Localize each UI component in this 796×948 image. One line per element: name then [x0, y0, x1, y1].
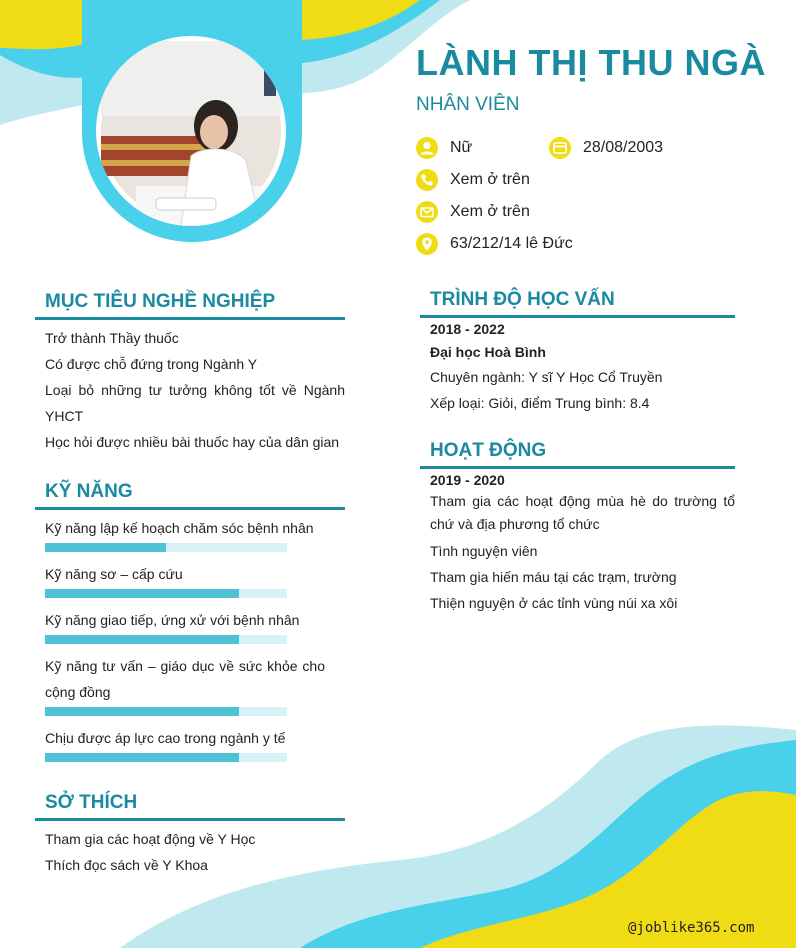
email-value: Xem ở trên: [450, 203, 530, 220]
skill-item: [45, 725, 327, 762]
skill-bar-fill: [45, 635, 239, 644]
skill-bar-fill: [45, 589, 239, 598]
skill-bar-track: [45, 635, 287, 644]
skill-bar-track: [45, 753, 287, 762]
skills-divider: [35, 507, 345, 510]
education-grade: Xếp loại: Giỏi, điểm Trung bình: 8.4: [430, 395, 650, 411]
objective-item: Có được chỗ đứng trong Ngành Y: [45, 356, 258, 372]
hobbies-title: SỞ THÍCH: [45, 792, 138, 813]
education-period: 2018 - 2022: [430, 321, 505, 337]
skill-bar-track: [45, 589, 287, 598]
contact-address: [416, 233, 573, 255]
gender-value: Nữ: [450, 139, 473, 156]
skill-item: [45, 561, 327, 598]
education-title: TRÌNH ĐỘ HỌC VẤN: [430, 289, 615, 310]
contact-birthday: [549, 137, 663, 159]
skills-title: KỸ NĂNG: [45, 481, 133, 502]
user-icon: [416, 137, 438, 159]
contact-email: [416, 201, 530, 223]
profile-photo: [96, 36, 286, 226]
education-major: Chuyên ngành: Y sĩ Y Học Cổ Truyền: [430, 369, 663, 385]
objective-item: Học hỏi được nhiều bài thuốc hay của dân gian: [45, 434, 340, 450]
objective-item: Loại bỏ những tư tưởng không tốt về Ngành YHCT: [45, 382, 345, 424]
skill-label: Kỹ năng sơ – cấp cứu: [45, 566, 183, 582]
calendar-icon: [549, 137, 571, 159]
skill-label: Kỹ năng lập kế hoạch chăm sóc bệnh nhân: [45, 520, 314, 536]
watermark: @joblike365.com: [628, 920, 755, 936]
activity-item: Thiện nguyện ở các tỉnh vùng núi xa xôi: [430, 595, 678, 611]
objective-item: Trở thành Thầy thuốc: [45, 330, 179, 346]
skill-label: Chịu được áp lực cao trong ngành y tế: [45, 730, 286, 746]
skill-bar-fill: [45, 753, 239, 762]
phone-value: Xem ở trên: [450, 171, 530, 188]
skill-label: Kỹ năng tư vấn – giáo dục về sức khỏe cho cộng đồng: [45, 658, 325, 700]
skill-bar-track: [45, 707, 287, 716]
skill-item: [45, 653, 325, 716]
activity-item: Tham gia các hoạt động mùa hè do trường tổ chứ và địa phương tổ chức: [430, 493, 735, 532]
contact-phone: [416, 169, 530, 191]
activity-item: Tình nguyện viên: [430, 543, 538, 559]
skill-bar-fill: [45, 707, 239, 716]
activity-item: Tham gia hiến máu tại các trạm, trường: [430, 569, 677, 585]
hobbies-divider: [35, 818, 345, 821]
mail-icon: [416, 201, 438, 223]
objective-title: MỤC TIÊU NGHỀ NGHIỆP: [45, 291, 276, 312]
candidate-name: LÀNH THỊ THU NGÀ: [416, 42, 766, 83]
birthday-value: 28/08/2003: [583, 139, 664, 156]
objective-divider: [35, 317, 345, 320]
skill-bar-fill: [45, 543, 166, 552]
skill-item: [45, 607, 327, 644]
job-title: NHÂN VIÊN: [416, 94, 520, 115]
phone-icon: [416, 169, 438, 191]
hobby-item: Thích đọc sách về Y Khoa: [45, 857, 208, 873]
activities-title: HOẠT ĐỘNG: [430, 440, 547, 461]
address-value: 63/212/14 lê Đức: [450, 235, 573, 252]
skill-label: Kỹ năng giao tiếp, ứng xử với bệnh nhân: [45, 612, 300, 628]
location-icon: [416, 233, 438, 255]
activities-period: 2019 - 2020: [430, 472, 505, 488]
skill-item: [45, 515, 327, 552]
education-school: Đại học Hoà Bình: [430, 344, 546, 360]
skill-bar-track: [45, 543, 287, 552]
hobby-item: Tham gia các hoạt động về Y Học: [45, 831, 256, 847]
contact-gender: [416, 137, 472, 159]
